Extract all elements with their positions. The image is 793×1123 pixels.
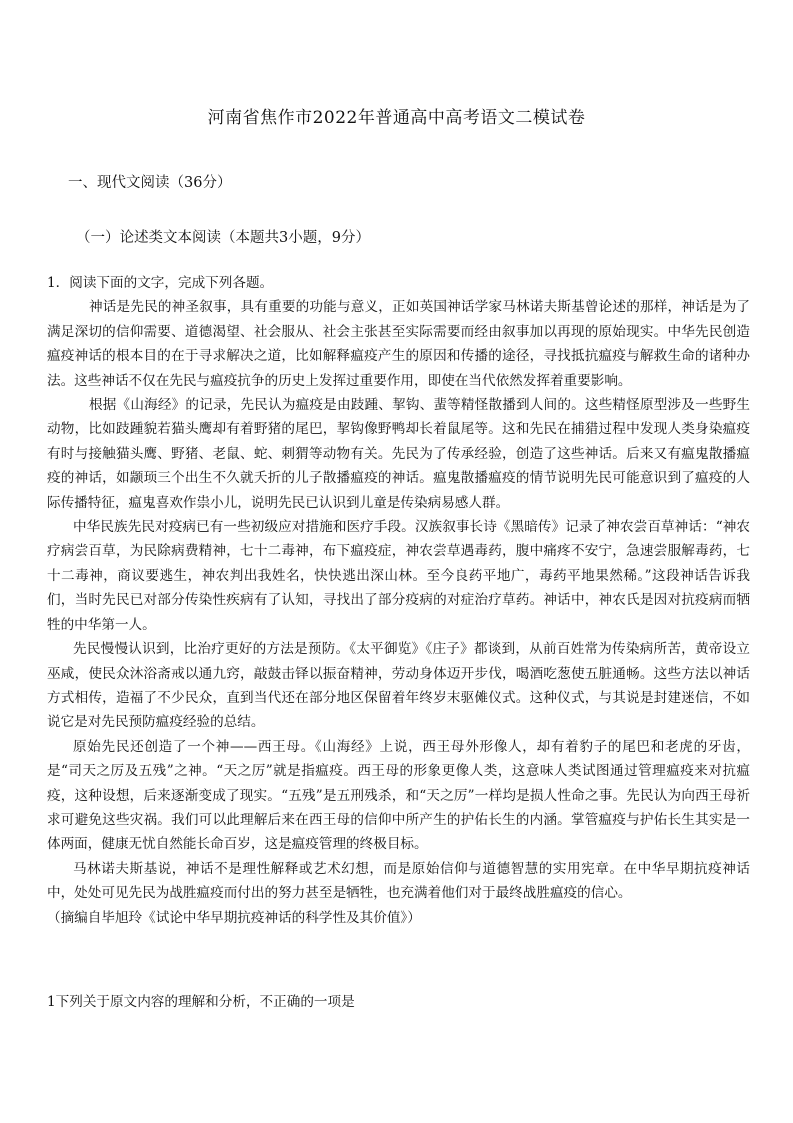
passage-paragraph-1: 神话是先民的神圣叙事，具有重要的功能与意义，正如英国神话学家马林诺夫斯基曾论述的那样，神话是为了满足深切的信仰需要、道德渴望、社会服从、社会主张甚至实际需要而经由叙事加以再现的原始现实。中华先民创造瘟疫神话的根本目的在于寻求解决之道，比如解释瘟疫产生的原因和传播的途径，寻找抵抗瘟疫与解救生命的诸种办法。这些神话不仅在先民与瘟疫抗争的历史上发挥过重要作用，即使在当代依然发挥着重要影响。 <box>47 299 750 389</box>
passage-paragraph-6: 马林诺夫斯基说，神话不是理性解释或艺术幻想，而是原始信仰与道德智慧的实用宪章。在中华早期抗疫神话中，处处可见先民为战胜瘟疫而付出的努力甚至是牺牲，也充满着他们对于最终战胜瘟疫的信心。 <box>47 860 750 902</box>
question-instruction: 1．阅读下面的文字，完成下列各题。 <box>47 275 274 291</box>
document-title: 河南省焦作市2022年普通高中高考语文二模试卷 <box>207 108 586 128</box>
passage-paragraph-2: 根据《山海经》的记录，先民认为瘟疫是由跂踵、挈钩、蜚等精怪散播到人间的。这些精怪原型涉及一些野生动物，比如跂踵貌若猫头鹰却有着野猪的尾巴，挈钩像野鸭却长着鼠尾等。这和先民在捕猎过程中发现人类身染瘟疫有时与接触猫头鹰、野猪、老鼠、蛇、刺猬等动物有关。先民为了传承经验，创造了这些神话。后来又有瘟鬼散播瘟疫的神话，如颛顼三个出生不久就夭折的儿子散播瘟疫的神话。瘟鬼散播瘟疫的情节说明先民可能意识到了瘟疫的人际传播特征，瘟鬼喜欢作祟小儿，说明先民已认识到儿童是传染病易感人群。 <box>47 397 750 511</box>
reading-passage <box>47 271 750 930</box>
section-heading: 一、现代文阅读（36分） <box>68 175 232 191</box>
question-1-stem: 1下列关于原文内容的理解和分析，不正确的一项是 <box>47 994 355 1010</box>
sub-section-heading: （一）论述类文本阅读（本题共3小题，9分） <box>76 230 370 246</box>
passage-paragraph-4: 先民慢慢认识到，比治疗更好的方法是预防。《太平御览》《庄子》都谈到，从前百姓常为传染病所苦，黄帝设立巫咸，使民众沐浴斋戒以通九窍，敲鼓击铎以振奋精神，劳动身体迈开步伐，喝酒吃葱使五脏通畅。这些方法以神话方式相传，造福了不少民众，直到当代还在部分地区保留着年终岁末驱傩仪式。这种仪式，与其说是封建迷信，不如说它是对先民预防瘟疫经验的总结。 <box>47 641 750 731</box>
passage-paragraph-3: 中华民族先民对疫病已有一些初级应对措施和医疗手段。汉族叙事长诗《黑暗传》记录了神农尝百草神话：“神农疗病尝百草，为民除病费精神，七十二毒神，布下瘟疫症，神农尝草遇毒药，腹中痛疼不安宁，急速尝服解毒药，七十二毒神，商议要逃生，神农判出我姓名，快快逃出深山林。至今良药平地广，毒药平地果然稀。”这段神话告诉我们，当时先民已对部分传染性疾病有了认知，寻找出了部分疫病的对症治疗草药。神话中，神农氏是因对抗疫病而牺牲的中华第一人。 <box>47 519 750 633</box>
passage-paragraph-5: 原始先民还创造了一个神——西王母。《山海经》上说，西王母外形像人，却有着豹子的尾巴和老虎的牙齿，是“司天之厉及五残”之神。“天之厉”就是指瘟疫。西王母的形象更像人类，这意味人类试图通过管理瘟疫来对抗瘟疫，这种设想，后来逐渐变成了现实。“五残”是五刑残杀，和“天之厉”一样均是损人性命之事。先民认为向西王母祈求可避免这些灾祸。我们可以此理解后来在西王母的信仰中所产生的护佑长生的内涵。掌管瘟疫与护佑长生其实是一体两面，健康无忧自然能长命百岁，这是瘟疫管理的终极目标。 <box>47 738 750 853</box>
passage-source: （摘编自毕旭玲《试论中华早期抗疫神话的科学性及其价值》） <box>47 909 421 926</box>
